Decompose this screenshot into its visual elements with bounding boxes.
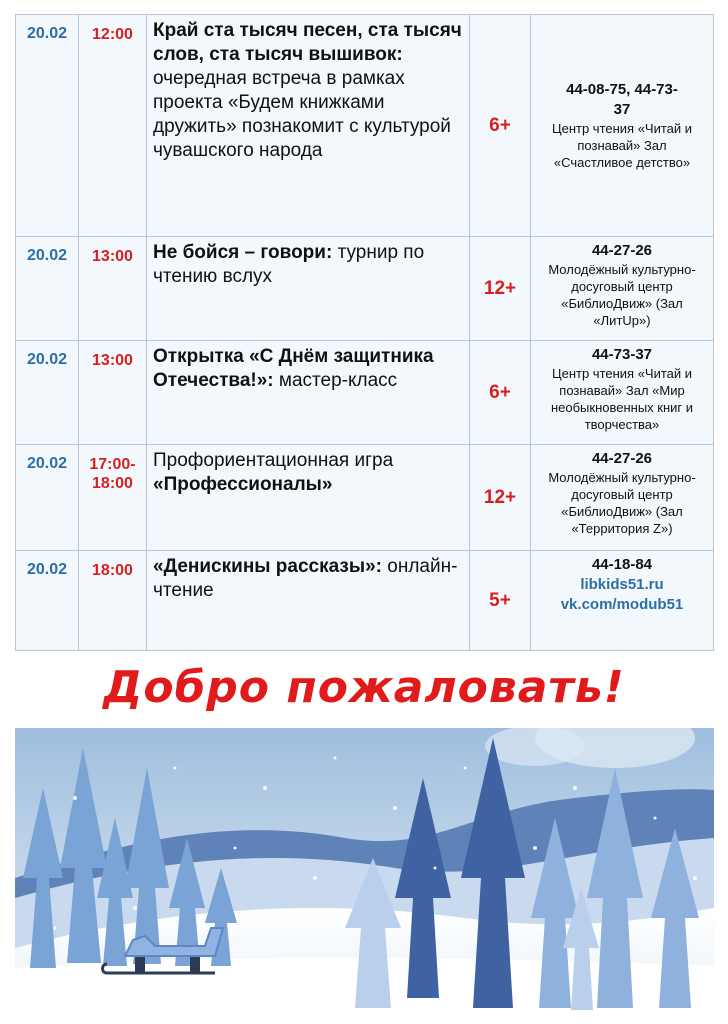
events-table	[15, 14, 714, 651]
phone-number: 44-18-84	[591, 556, 653, 573]
table-row	[16, 341, 714, 445]
venue: Молодёжный культурно-досуговый центр «БиблиоДвиж» (Зал «ЛитUp»)	[548, 262, 696, 328]
age-rating: 6+	[470, 15, 531, 237]
age-rating: 12+	[470, 445, 531, 551]
age-rating: 12+	[470, 237, 531, 341]
welcome-heading: Добро пожаловать!	[103, 662, 625, 713]
event-time	[79, 445, 147, 551]
venue: Молодёжный культурно-досуговый центр «БиблиоДвиж» (Зал «Территория Z»)	[548, 470, 696, 536]
table-row	[16, 551, 714, 651]
event-title-bold: Край ста тысяч песен, ста тысяч слов, ста тысяч вышивок:	[153, 20, 462, 65]
event-title-rest: очередная встреча в рамках проекта «Будем книжками дружить» познакомит с культурой чувашского народа	[153, 68, 451, 161]
event-date: 20.02	[16, 15, 79, 237]
phone-number: 44-27-26	[591, 242, 653, 259]
age-rating: 5+	[470, 551, 531, 651]
event-title-bold: Не бойся – говори:	[153, 242, 333, 263]
phone-number: 44-73-37	[591, 346, 653, 363]
event-time: 12:00	[79, 15, 147, 237]
event-title-rest: турнир по чтению вслух	[153, 242, 425, 287]
event-title	[147, 445, 470, 551]
event-time: 13:00	[79, 237, 147, 341]
event-title-bold: «Профессионалы»	[153, 474, 333, 495]
event-title-rest: онлайн-чтение	[153, 556, 458, 601]
event-time: 13:00	[79, 341, 147, 445]
event-date: 20.02	[16, 551, 79, 651]
event-time-text: 17:00-18:00	[89, 456, 136, 492]
event-contacts	[531, 15, 714, 237]
vk-link[interactable]: vk.com/modub51	[560, 596, 684, 613]
table-row	[16, 445, 714, 551]
table-row	[16, 237, 714, 341]
event-title-bold: Открытка «С Днём защитника Отечества!»:	[153, 346, 434, 391]
phone-number: 44-27-26	[591, 450, 653, 467]
winter-landscape-illustration	[15, 728, 714, 1012]
event-title	[147, 15, 470, 237]
event-title	[147, 341, 470, 445]
table-row	[16, 15, 714, 237]
event-title-rest: мастер-класс	[273, 370, 398, 391]
event-date: 20.02	[16, 341, 79, 445]
event-contacts	[531, 237, 714, 341]
event-date: 20.02	[16, 237, 79, 341]
venue: Центр чтения «Читай и познавай» Зал «Мир необыкновенных книг и творчества»	[550, 366, 694, 432]
event-contacts	[531, 551, 714, 651]
age-rating: 6+	[470, 341, 531, 445]
event-title-plain: Профориентационная игра	[153, 450, 394, 471]
event-title	[147, 237, 470, 341]
event-date: 20.02	[16, 445, 79, 551]
phone-number: 44-08-75, 44-73-37	[566, 81, 678, 118]
event-time: 18:00	[79, 551, 147, 651]
website-link[interactable]: libkids51.ru	[580, 576, 664, 593]
event-contacts	[531, 445, 714, 551]
event-contacts	[531, 341, 714, 445]
venue: Центр чтения «Читай и познавай» Зал «Счастливое детство»	[551, 121, 693, 170]
event-title	[147, 551, 470, 651]
event-title-bold: «Денискины рассказы»:	[153, 556, 382, 577]
